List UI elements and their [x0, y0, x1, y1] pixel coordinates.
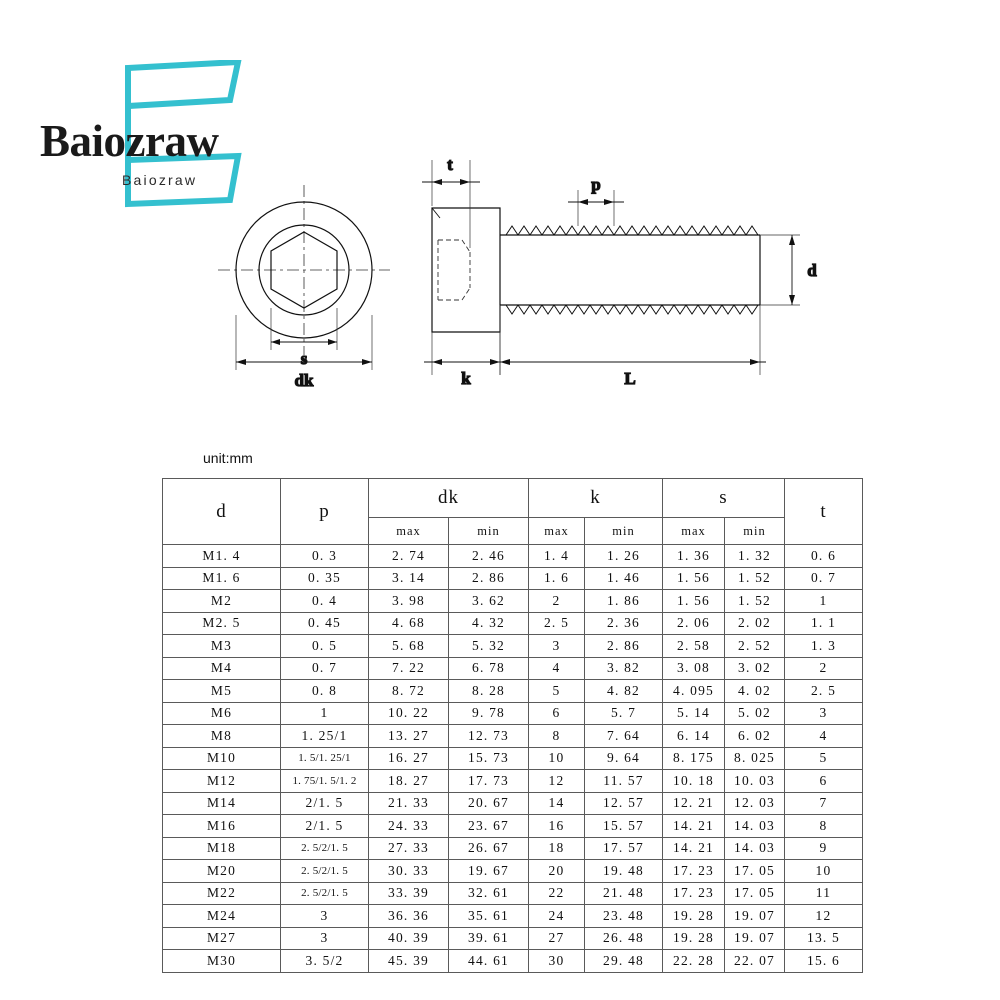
table-row: [163, 680, 863, 703]
cell-dk-min: 9. 78: [449, 702, 529, 725]
cell-s-max: 6. 14: [663, 725, 725, 748]
cell-k-max: 24: [529, 905, 585, 928]
table-body: [163, 545, 863, 973]
cell-p: 2. 5/2/1. 5: [281, 860, 369, 883]
cell-k-max: 1. 4: [529, 545, 585, 568]
cell-dk-max: 5. 68: [369, 635, 449, 658]
cell-dk-max: 27. 33: [369, 837, 449, 860]
cell-dk-max: 21. 33: [369, 792, 449, 815]
cell-t: 9: [785, 837, 863, 860]
cell-k-min: 12. 57: [585, 792, 663, 815]
cell-t: 7: [785, 792, 863, 815]
cell-t: 0. 7: [785, 567, 863, 590]
cell-s-min: 6. 02: [725, 725, 785, 748]
cell-s-max: 12. 21: [663, 792, 725, 815]
cell-dk-min: 17. 73: [449, 770, 529, 793]
cell-s-min: 2. 02: [725, 612, 785, 635]
cell-d: M5: [163, 680, 281, 703]
cell-dk-min: 5. 32: [449, 635, 529, 658]
cell-d: M8: [163, 725, 281, 748]
cell-s-min: 10. 03: [725, 770, 785, 793]
table-row: [163, 747, 863, 770]
cell-dk-max: 7. 22: [369, 657, 449, 680]
cell-p: 0. 7: [281, 657, 369, 680]
cell-t: 0. 6: [785, 545, 863, 568]
cell-s-min: 1. 52: [725, 567, 785, 590]
table-row: [163, 905, 863, 928]
cell-dk-min: 3. 62: [449, 590, 529, 613]
cell-dk-max: 8. 72: [369, 680, 449, 703]
cell-dk-max: 3. 98: [369, 590, 449, 613]
table-row: [163, 882, 863, 905]
cell-d: M14: [163, 792, 281, 815]
cell-s-min: 4. 02: [725, 680, 785, 703]
table-row: [163, 635, 863, 658]
cell-t: 15. 6: [785, 950, 863, 973]
table-row: [163, 657, 863, 680]
cell-dk-min: 2. 86: [449, 567, 529, 590]
cell-k-max: 8: [529, 725, 585, 748]
header-k-min: min: [585, 518, 663, 545]
cell-k-min: 15. 57: [585, 815, 663, 838]
header-s: s: [663, 479, 785, 518]
cell-s-min: 17. 05: [725, 860, 785, 883]
cell-p: 0. 8: [281, 680, 369, 703]
cell-dk-max: 45. 39: [369, 950, 449, 973]
cell-dk-max: 4. 68: [369, 612, 449, 635]
screw-technical-drawing: [200, 140, 840, 420]
cell-k-max: 16: [529, 815, 585, 838]
cell-s-max: 2. 58: [663, 635, 725, 658]
cell-d: M10: [163, 747, 281, 770]
cell-k-max: 2: [529, 590, 585, 613]
table-row: [163, 590, 863, 613]
label-dk: dk: [294, 371, 314, 390]
cell-s-max: 17. 23: [663, 882, 725, 905]
cell-d: M4: [163, 657, 281, 680]
cell-t: 1. 1: [785, 612, 863, 635]
cell-s-max: 19. 28: [663, 905, 725, 928]
label-t: t: [447, 155, 453, 174]
cell-t: 6: [785, 770, 863, 793]
dimension-k: [424, 332, 508, 388]
cell-dk-max: 33. 39: [369, 882, 449, 905]
cell-s-max: 1. 36: [663, 545, 725, 568]
cell-p: 1. 5/1. 25/1: [281, 747, 369, 770]
cell-d: M20: [163, 860, 281, 883]
header-k: k: [529, 479, 663, 518]
cell-s-max: 4. 095: [663, 680, 725, 703]
cell-k-max: 20: [529, 860, 585, 883]
cell-dk-min: 20. 67: [449, 792, 529, 815]
header-dk-max: max: [369, 518, 449, 545]
cell-dk-max: 13. 27: [369, 725, 449, 748]
cell-d: M3: [163, 635, 281, 658]
cell-t: 1. 3: [785, 635, 863, 658]
cell-k-min: 4. 82: [585, 680, 663, 703]
cell-k-min: 29. 48: [585, 950, 663, 973]
cell-p: 1. 75/1. 5/1. 2: [281, 770, 369, 793]
brand-wordmark: Baiozraw: [40, 116, 219, 166]
cell-s-max: 19. 28: [663, 927, 725, 950]
cell-s-min: 14. 03: [725, 837, 785, 860]
header-dk: dk: [369, 479, 529, 518]
cell-s-max: 3. 08: [663, 657, 725, 680]
cell-k-min: 1. 26: [585, 545, 663, 568]
cell-s-max: 8. 175: [663, 747, 725, 770]
cell-k-min: 9. 64: [585, 747, 663, 770]
cell-s-min: 1. 32: [725, 545, 785, 568]
cell-k-max: 14: [529, 792, 585, 815]
table-row: [163, 702, 863, 725]
header-s-min: min: [725, 518, 785, 545]
table-row: [163, 950, 863, 973]
cell-k-max: 1. 6: [529, 567, 585, 590]
cell-k-min: 26. 48: [585, 927, 663, 950]
cell-k-max: 10: [529, 747, 585, 770]
cell-t: 2: [785, 657, 863, 680]
table-row: [163, 725, 863, 748]
cell-s-min: 14. 03: [725, 815, 785, 838]
cell-d: M18: [163, 837, 281, 860]
cell-s-min: 2. 52: [725, 635, 785, 658]
cell-k-max: 5: [529, 680, 585, 703]
header-s-max: max: [663, 518, 725, 545]
cell-p: 0. 3: [281, 545, 369, 568]
cell-d: M24: [163, 905, 281, 928]
table-row: [163, 927, 863, 950]
cell-k-max: 12: [529, 770, 585, 793]
cell-p: 2/1. 5: [281, 815, 369, 838]
cell-t: 13. 5: [785, 927, 863, 950]
cell-dk-min: 12. 73: [449, 725, 529, 748]
cell-p: 1. 25/1: [281, 725, 369, 748]
cell-k-max: 27: [529, 927, 585, 950]
label-k: k: [461, 369, 471, 388]
cell-t: 12: [785, 905, 863, 928]
cell-p: 3. 5/2: [281, 950, 369, 973]
header-d: d: [163, 479, 281, 545]
cell-k-max: 18: [529, 837, 585, 860]
table-row: [163, 837, 863, 860]
cell-s-min: 17. 05: [725, 882, 785, 905]
label-d: d: [807, 261, 817, 280]
cell-dk-min: 35. 61: [449, 905, 529, 928]
cell-k-min: 2. 36: [585, 612, 663, 635]
cell-p: 2. 5/2/1. 5: [281, 882, 369, 905]
cell-p: 0. 5: [281, 635, 369, 658]
cell-s-min: 19. 07: [725, 927, 785, 950]
cell-p: 1: [281, 702, 369, 725]
cell-dk-max: 30. 33: [369, 860, 449, 883]
table-row: [163, 612, 863, 635]
cell-dk-min: 15. 73: [449, 747, 529, 770]
cell-d: M1. 4: [163, 545, 281, 568]
cell-dk-max: 10. 22: [369, 702, 449, 725]
cell-d: M2: [163, 590, 281, 613]
cell-p: 0. 4: [281, 590, 369, 613]
cell-d: M12: [163, 770, 281, 793]
cell-k-max: 6: [529, 702, 585, 725]
dimension-t: [422, 155, 480, 248]
dimension-p: [568, 175, 624, 226]
cell-k-max: 30: [529, 950, 585, 973]
cell-dk-max: 24. 33: [369, 815, 449, 838]
cell-k-min: 11. 57: [585, 770, 663, 793]
table-row: [163, 545, 863, 568]
cell-p: 0. 45: [281, 612, 369, 635]
table-row: [163, 792, 863, 815]
specification-table: [162, 478, 862, 973]
cell-s-min: 8. 025: [725, 747, 785, 770]
cell-t: 10: [785, 860, 863, 883]
cell-dk-min: 44. 61: [449, 950, 529, 973]
dimension-L: [500, 305, 766, 388]
cell-k-max: 2. 5: [529, 612, 585, 635]
cell-p: 2. 5/2/1. 5: [281, 837, 369, 860]
table-row: [163, 860, 863, 883]
cell-s-max: 22. 28: [663, 950, 725, 973]
cell-dk-max: 18. 27: [369, 770, 449, 793]
cell-dk-max: 2. 74: [369, 545, 449, 568]
cell-s-min: 3. 02: [725, 657, 785, 680]
cell-k-max: 3: [529, 635, 585, 658]
cell-k-max: 22: [529, 882, 585, 905]
cell-t: 3: [785, 702, 863, 725]
cell-d: M27: [163, 927, 281, 950]
cell-d: M30: [163, 950, 281, 973]
cell-p: 3: [281, 905, 369, 928]
cell-dk-min: 32. 61: [449, 882, 529, 905]
cell-s-max: 10. 18: [663, 770, 725, 793]
cell-t: 8: [785, 815, 863, 838]
cell-s-min: 12. 03: [725, 792, 785, 815]
cell-t: 5: [785, 747, 863, 770]
cell-d: M6: [163, 702, 281, 725]
cell-k-min: 21. 48: [585, 882, 663, 905]
dimension-d: [760, 235, 817, 305]
head-end-view: [218, 185, 390, 355]
cell-d: M22: [163, 882, 281, 905]
cell-dk-min: 6. 78: [449, 657, 529, 680]
cell-k-max: 4: [529, 657, 585, 680]
cell-s-max: 14. 21: [663, 837, 725, 860]
cell-s-max: 14. 21: [663, 815, 725, 838]
cell-s-max: 2. 06: [663, 612, 725, 635]
cell-dk-max: 40. 39: [369, 927, 449, 950]
table-row: [163, 815, 863, 838]
cell-k-min: 2. 86: [585, 635, 663, 658]
cell-dk-max: 36. 36: [369, 905, 449, 928]
cell-s-max: 17. 23: [663, 860, 725, 883]
cell-s-min: 5. 02: [725, 702, 785, 725]
label-s: s: [300, 349, 308, 368]
cell-t: 11: [785, 882, 863, 905]
cell-dk-min: 19. 67: [449, 860, 529, 883]
cell-dk-min: 23. 67: [449, 815, 529, 838]
table-head: [163, 479, 863, 545]
unit-note: unit:mm: [203, 450, 253, 466]
cell-k-min: 17. 57: [585, 837, 663, 860]
cell-p: 3: [281, 927, 369, 950]
label-p: p: [591, 175, 601, 194]
cell-dk-min: 4. 32: [449, 612, 529, 635]
table-header-row-groups: [163, 479, 863, 518]
cell-p: 0. 35: [281, 567, 369, 590]
cell-s-min: 22. 07: [725, 950, 785, 973]
cell-k-min: 19. 48: [585, 860, 663, 883]
cell-s-max: 5. 14: [663, 702, 725, 725]
cell-k-min: 1. 86: [585, 590, 663, 613]
cell-d: M16: [163, 815, 281, 838]
cell-d: M2. 5: [163, 612, 281, 635]
cell-p: 2/1. 5: [281, 792, 369, 815]
cell-k-min: 23. 48: [585, 905, 663, 928]
cell-s-min: 1. 52: [725, 590, 785, 613]
cell-dk-min: 2. 46: [449, 545, 529, 568]
cell-dk-max: 16. 27: [369, 747, 449, 770]
cell-t: 4: [785, 725, 863, 748]
cell-dk-max: 3. 14: [369, 567, 449, 590]
cell-t: 1: [785, 590, 863, 613]
cell-k-min: 1. 46: [585, 567, 663, 590]
header-p: p: [281, 479, 369, 545]
cell-k-min: 7. 64: [585, 725, 663, 748]
cell-s-max: 1. 56: [663, 590, 725, 613]
cell-d: M1. 6: [163, 567, 281, 590]
cell-t: 2. 5: [785, 680, 863, 703]
cell-k-min: 3. 82: [585, 657, 663, 680]
header-k-max: max: [529, 518, 585, 545]
brand-subtext: Baiozraw: [122, 172, 198, 188]
side-view: [432, 208, 760, 332]
cell-s-max: 1. 56: [663, 567, 725, 590]
cell-dk-min: 39. 61: [449, 927, 529, 950]
cell-k-min: 5. 7: [585, 702, 663, 725]
header-dk-min: min: [449, 518, 529, 545]
table-row: [163, 770, 863, 793]
label-L: L: [624, 369, 636, 388]
table-row: [163, 567, 863, 590]
cell-dk-min: 8. 28: [449, 680, 529, 703]
cell-s-min: 19. 07: [725, 905, 785, 928]
header-t: t: [785, 479, 863, 545]
cell-dk-min: 26. 67: [449, 837, 529, 860]
